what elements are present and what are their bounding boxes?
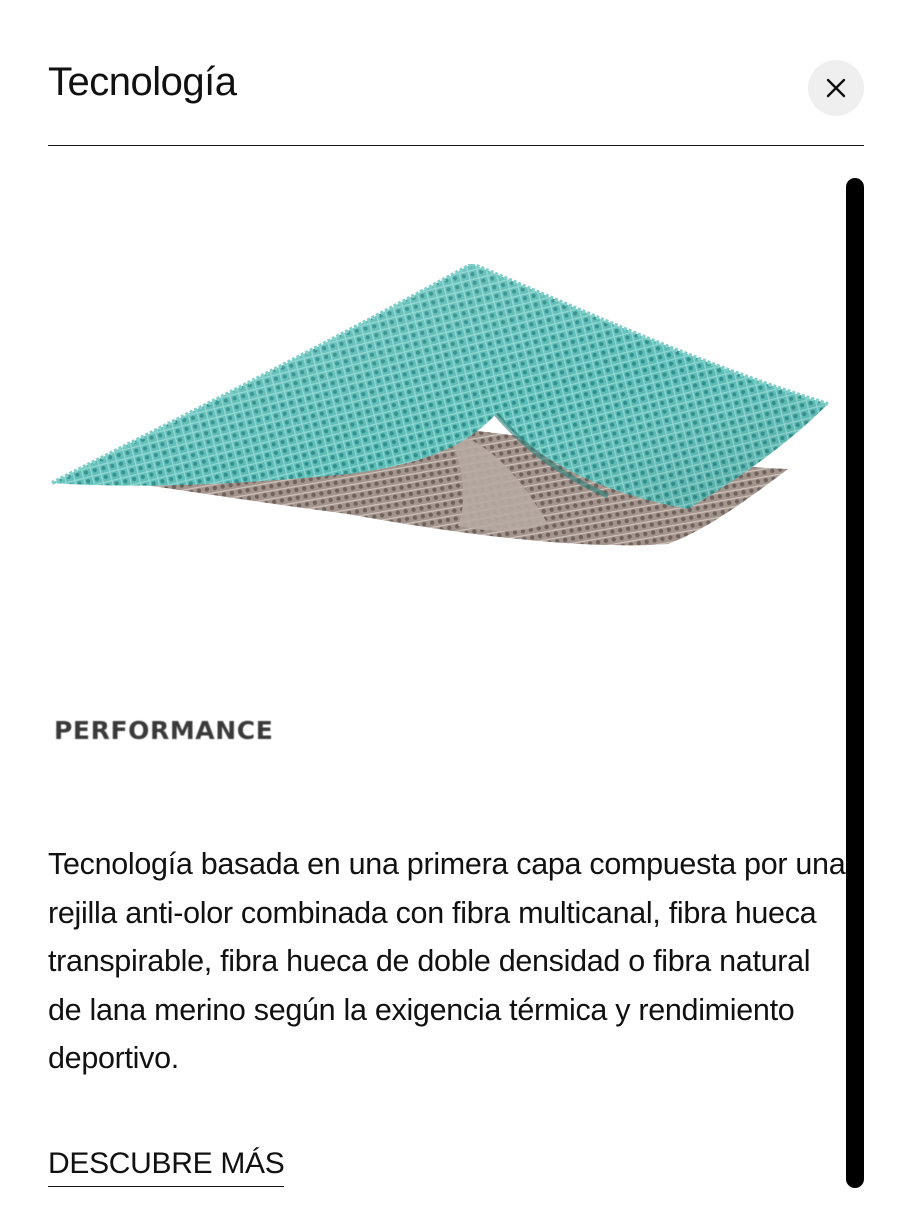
panel-title: Tecnología bbox=[48, 60, 237, 104]
scrollbar-thumb[interactable] bbox=[846, 178, 864, 1188]
brand-label: PERFORMANCE bbox=[54, 716, 274, 745]
close-button[interactable] bbox=[808, 60, 864, 116]
close-icon bbox=[823, 75, 849, 101]
panel-header bbox=[48, 0, 864, 146]
discover-more-link[interactable]: DESCUBRE MÁS bbox=[48, 1144, 284, 1187]
technology-description: Tecnología basada en una primera capa compuesta por una rejilla anti-olor combinada con fibra multicanal, fibra hueca transpirable, fibra hueca de doble densidad o fibra natural de lana merino según la exigencia térmica y rendimiento deportivo. bbox=[48, 847, 846, 1075]
panel-content[interactable] bbox=[48, 176, 848, 1212]
fabric-layers-image bbox=[48, 264, 838, 574]
